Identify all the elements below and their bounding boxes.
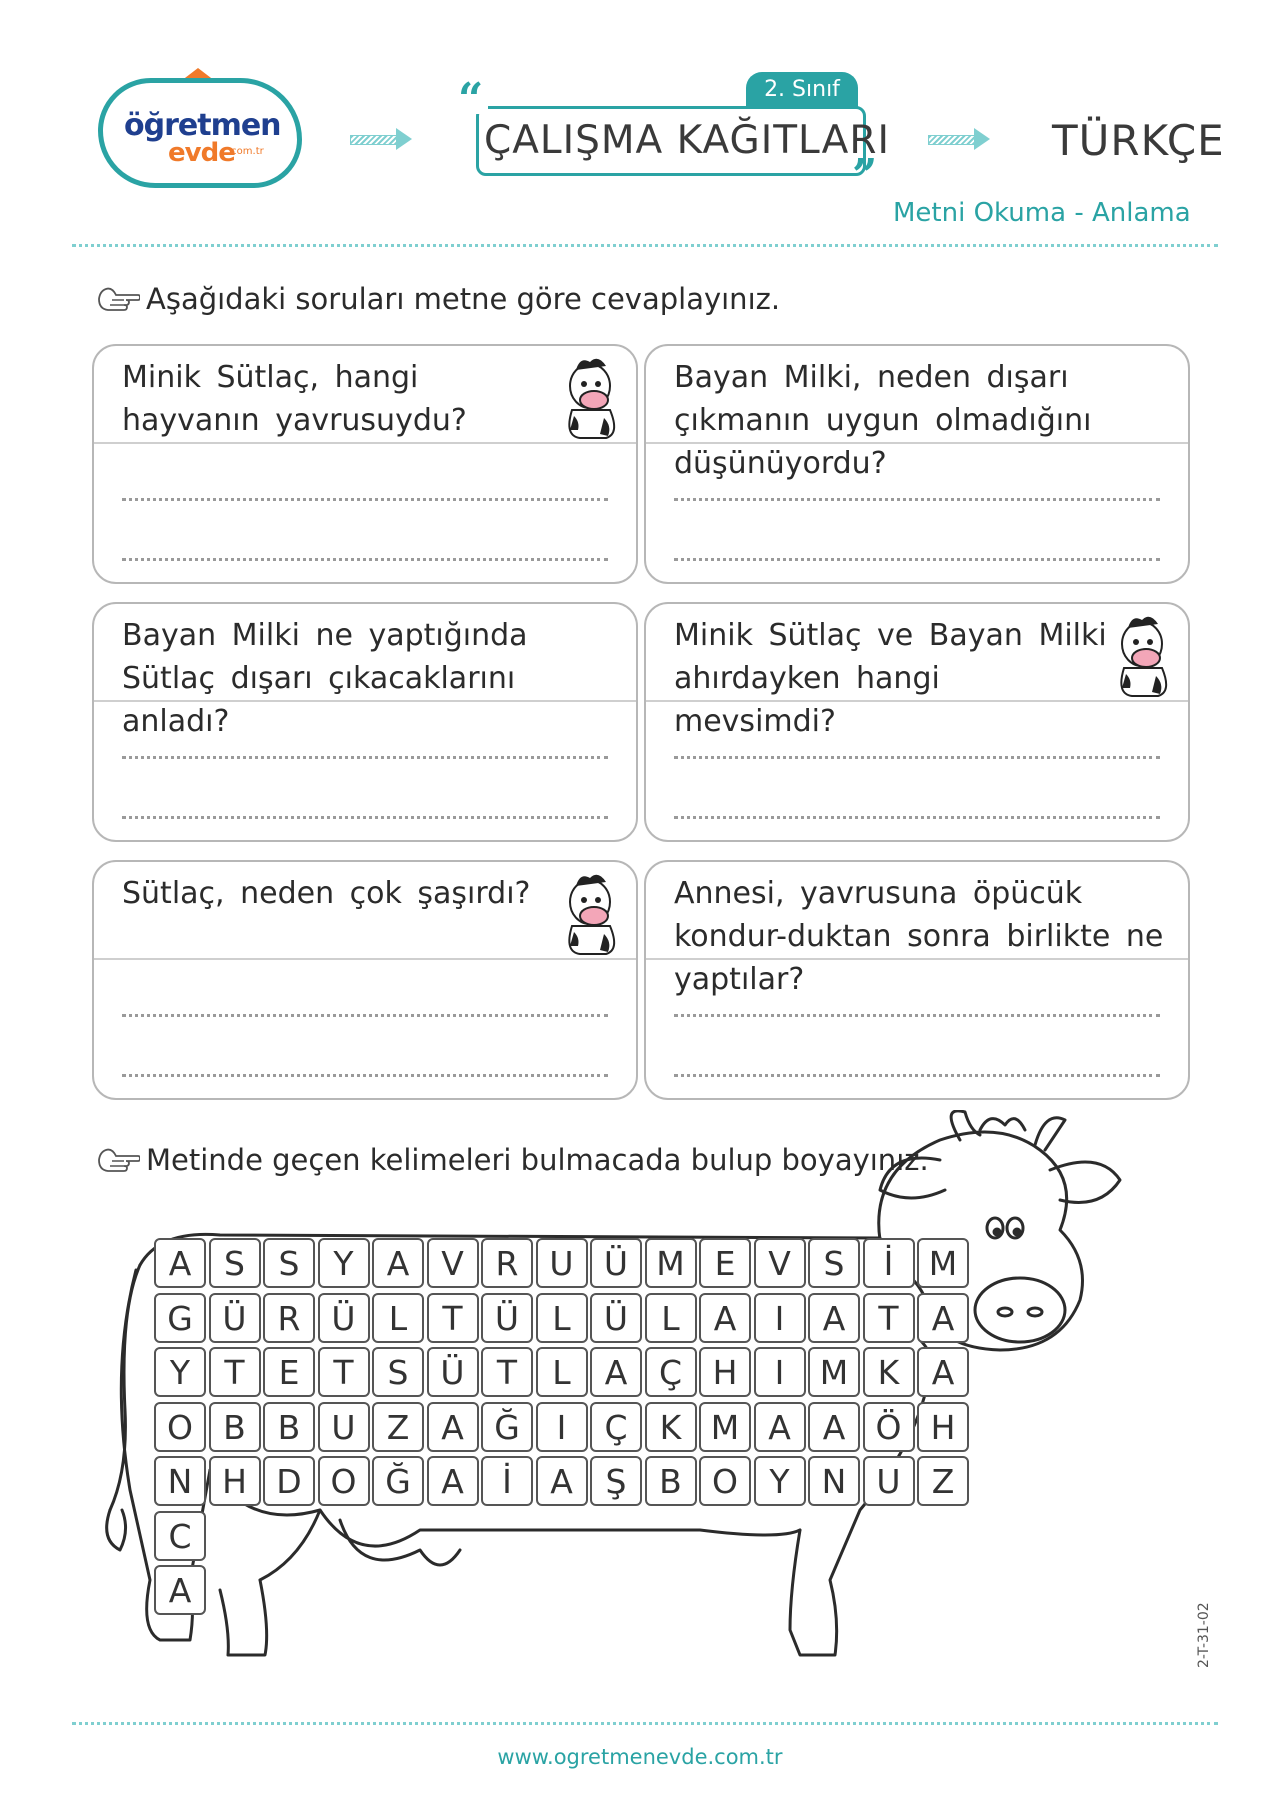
puzzle-cell[interactable]: Ş (590, 1456, 642, 1506)
cow-icon (1102, 604, 1180, 700)
puzzle-cell[interactable]: O (318, 1456, 370, 1506)
puzzle-cell[interactable]: İ (481, 1456, 533, 1506)
puzzle-cell[interactable]: C (154, 1511, 206, 1561)
puzzle-cell[interactable]: O (699, 1456, 751, 1506)
puzzle-cell[interactable]: T (863, 1293, 915, 1343)
question-card-5 (92, 860, 638, 1100)
puzzle-cell[interactable]: R (481, 1238, 533, 1288)
footer-url[interactable]: www.ogretmenevde.com.tr (497, 1745, 783, 1769)
answer-line[interactable] (674, 1014, 1160, 1017)
cow-icon (550, 346, 628, 442)
puzzle-cell[interactable]: L (536, 1293, 588, 1343)
puzzle-cell[interactable]: I (754, 1347, 806, 1397)
logo-word-evde: evde (168, 138, 235, 168)
puzzle-cell[interactable]: L (536, 1347, 588, 1397)
puzzle-cell[interactable]: I (754, 1293, 806, 1343)
puzzle-cell[interactable]: H (209, 1456, 261, 1506)
puzzle-cell[interactable]: M (917, 1238, 969, 1288)
puzzle-cell[interactable]: Ü (427, 1347, 479, 1397)
quote-open-icon: “ (458, 74, 484, 125)
puzzle-cell[interactable]: A (808, 1402, 860, 1452)
puzzle-cell[interactable]: A (917, 1347, 969, 1397)
document-code: 2-T-31-02 (1196, 1602, 1212, 1668)
puzzle-cell[interactable]: U (318, 1402, 370, 1452)
puzzle-cell[interactable]: Ü (590, 1293, 642, 1343)
puzzle-cell[interactable]: U (863, 1456, 915, 1506)
puzzle-cell[interactable]: S (372, 1347, 424, 1397)
puzzle-cell[interactable]: K (863, 1347, 915, 1397)
question-card-2 (644, 344, 1190, 584)
question-text-5: Sütlaç, neden çok şaşırdı? (122, 876, 531, 911)
answer-line[interactable] (122, 558, 608, 561)
puzzle-cell[interactable]: Y (754, 1456, 806, 1506)
question-text-6: Annesi, yavrusuna öpücük kondur-duktan sonra birlikte ne yaptılar? (674, 876, 1164, 997)
puzzle-cell[interactable]: M (645, 1238, 697, 1288)
question-card-3 (92, 602, 638, 842)
card-divider (646, 958, 1188, 960)
grade-badge: 2. Sınıf (746, 72, 858, 108)
bottom-divider (72, 1722, 1218, 1725)
puzzle-cell[interactable]: Ö (863, 1402, 915, 1452)
puzzle-cell[interactable]: A (427, 1456, 479, 1506)
puzzle-cell[interactable]: Z (917, 1456, 969, 1506)
puzzle-cell[interactable]: Ç (590, 1402, 642, 1452)
puzzle-cell[interactable]: N (808, 1456, 860, 1506)
answer-line[interactable] (674, 1074, 1160, 1077)
card-divider (646, 700, 1188, 702)
puzzle-cell[interactable]: E (699, 1238, 751, 1288)
instruction-questions (96, 282, 780, 316)
worksheet-subtitle: Metni Okuma - Anlama (893, 198, 1191, 228)
pointing-hand-icon (96, 1144, 140, 1174)
puzzle-cell[interactable]: T (318, 1347, 370, 1397)
puzzle-cell[interactable]: I (536, 1402, 588, 1452)
instruction-wordsearch (96, 1143, 929, 1177)
puzzle-cell[interactable]: T (481, 1347, 533, 1397)
question-text-1: Minik Sütlaç, hangi hayvanın yavrusuydu? (122, 360, 467, 438)
question-card-6 (644, 860, 1190, 1100)
puzzle-cell[interactable]: A (536, 1456, 588, 1506)
puzzle-cell[interactable]: Y (154, 1347, 206, 1397)
logo-domain: .com.tr (228, 146, 264, 157)
answer-line[interactable] (674, 756, 1160, 759)
puzzle-cell[interactable]: Ü (590, 1238, 642, 1288)
puzzle-cell[interactable]: M (699, 1402, 751, 1452)
puzzle-cell[interactable]: H (699, 1347, 751, 1397)
puzzle-cell[interactable]: V (754, 1238, 806, 1288)
puzzle-cell[interactable]: A (154, 1238, 206, 1288)
puzzle-cell[interactable]: A (590, 1347, 642, 1397)
page-title: ÇALIŞMA KAĞITLARI (484, 118, 890, 163)
top-divider (72, 244, 1218, 247)
puzzle-cell[interactable]: Ğ (481, 1402, 533, 1452)
puzzle-cell[interactable]: B (645, 1456, 697, 1506)
question-text-3: Bayan Milki ne yaptığında Sütlaç dışarı çıkacaklarını anladı? (122, 618, 528, 739)
question-card-4 (644, 602, 1190, 842)
answer-line[interactable] (122, 816, 608, 819)
puzzle-cell[interactable]: Ü (318, 1293, 370, 1343)
puzzle-cell[interactable]: M (808, 1347, 860, 1397)
puzzle-cell[interactable]: B (263, 1402, 315, 1452)
answer-line[interactable] (674, 498, 1160, 501)
puzzle-cell[interactable]: S (808, 1238, 860, 1288)
answer-line[interactable] (122, 1074, 608, 1077)
puzzle-cell[interactable]: G (154, 1293, 206, 1343)
puzzle-cell[interactable]: S (263, 1238, 315, 1288)
question-card-1 (92, 344, 638, 584)
puzzle-cell[interactable]: A (808, 1293, 860, 1343)
puzzle-cell[interactable]: A (427, 1402, 479, 1452)
answer-line[interactable] (674, 816, 1160, 819)
puzzle-cell[interactable]: İ (863, 1238, 915, 1288)
puzzle-cell[interactable]: S (209, 1238, 261, 1288)
puzzle-cell[interactable]: H (917, 1402, 969, 1452)
answer-line[interactable] (674, 558, 1160, 561)
cow-icon (550, 862, 628, 958)
puzzle-cell[interactable]: T (209, 1347, 261, 1397)
arrow-right-icon (928, 128, 990, 150)
question-text-2: Bayan Milki, neden dışarı çıkmanın uygun olmadığını düşünüyordu? (674, 360, 1092, 481)
quote-close-icon: ” (852, 150, 878, 201)
puzzle-cell[interactable]: A (372, 1238, 424, 1288)
question-text-4: Minik Sütlaç ve Bayan Milki ahırdayken hangi mevsimdi? (674, 618, 1107, 739)
card-divider (646, 442, 1188, 444)
puzzle-cell[interactable]: L (372, 1293, 424, 1343)
answer-line[interactable] (122, 756, 608, 759)
puzzle-cell[interactable]: O (154, 1402, 206, 1452)
puzzle-cell[interactable]: Ü (481, 1293, 533, 1343)
puzzle-cell[interactable]: A (754, 1402, 806, 1452)
puzzle-cell[interactable]: Ğ (372, 1456, 424, 1506)
answer-line[interactable] (122, 498, 608, 501)
puzzle-cell[interactable]: D (263, 1456, 315, 1506)
puzzle-cell[interactable]: V (427, 1238, 479, 1288)
card-divider (94, 700, 636, 702)
puzzle-cell[interactable]: N (154, 1456, 206, 1506)
puzzle-cell[interactable]: Ç (645, 1347, 697, 1397)
puzzle-cell[interactable]: A (699, 1293, 751, 1343)
arrow-right-icon (350, 128, 412, 150)
subject-label: TÜRKÇE (1052, 116, 1225, 165)
card-divider (94, 442, 636, 444)
puzzle-cell[interactable]: B (209, 1402, 261, 1452)
puzzle-cell[interactable]: L (645, 1293, 697, 1343)
puzzle-cell[interactable]: R (263, 1293, 315, 1343)
brand-logo (98, 68, 298, 190)
puzzle-cell[interactable]: A (917, 1293, 969, 1343)
logo-word-ogretmen: öğretmen (124, 108, 281, 143)
puzzle-cell[interactable]: K (645, 1402, 697, 1452)
puzzle-cell[interactable]: Z (372, 1402, 424, 1452)
puzzle-cell[interactable]: E (263, 1347, 315, 1397)
instruction-text: Metinde geçen kelimeleri bulmacada bulup boyayınız. (146, 1143, 929, 1177)
pointing-hand-icon (96, 283, 140, 313)
puzzle-cell[interactable]: Y (318, 1238, 370, 1288)
puzzle-cell[interactable]: U (536, 1238, 588, 1288)
puzzle-cell[interactable]: T (427, 1293, 479, 1343)
card-divider (94, 958, 636, 960)
puzzle-cell[interactable]: Ü (209, 1293, 261, 1343)
instruction-text: Aşağıdaki soruları metne göre cevaplayınız. (146, 282, 781, 316)
answer-line[interactable] (122, 1014, 608, 1017)
puzzle-cell[interactable]: A (154, 1565, 206, 1615)
